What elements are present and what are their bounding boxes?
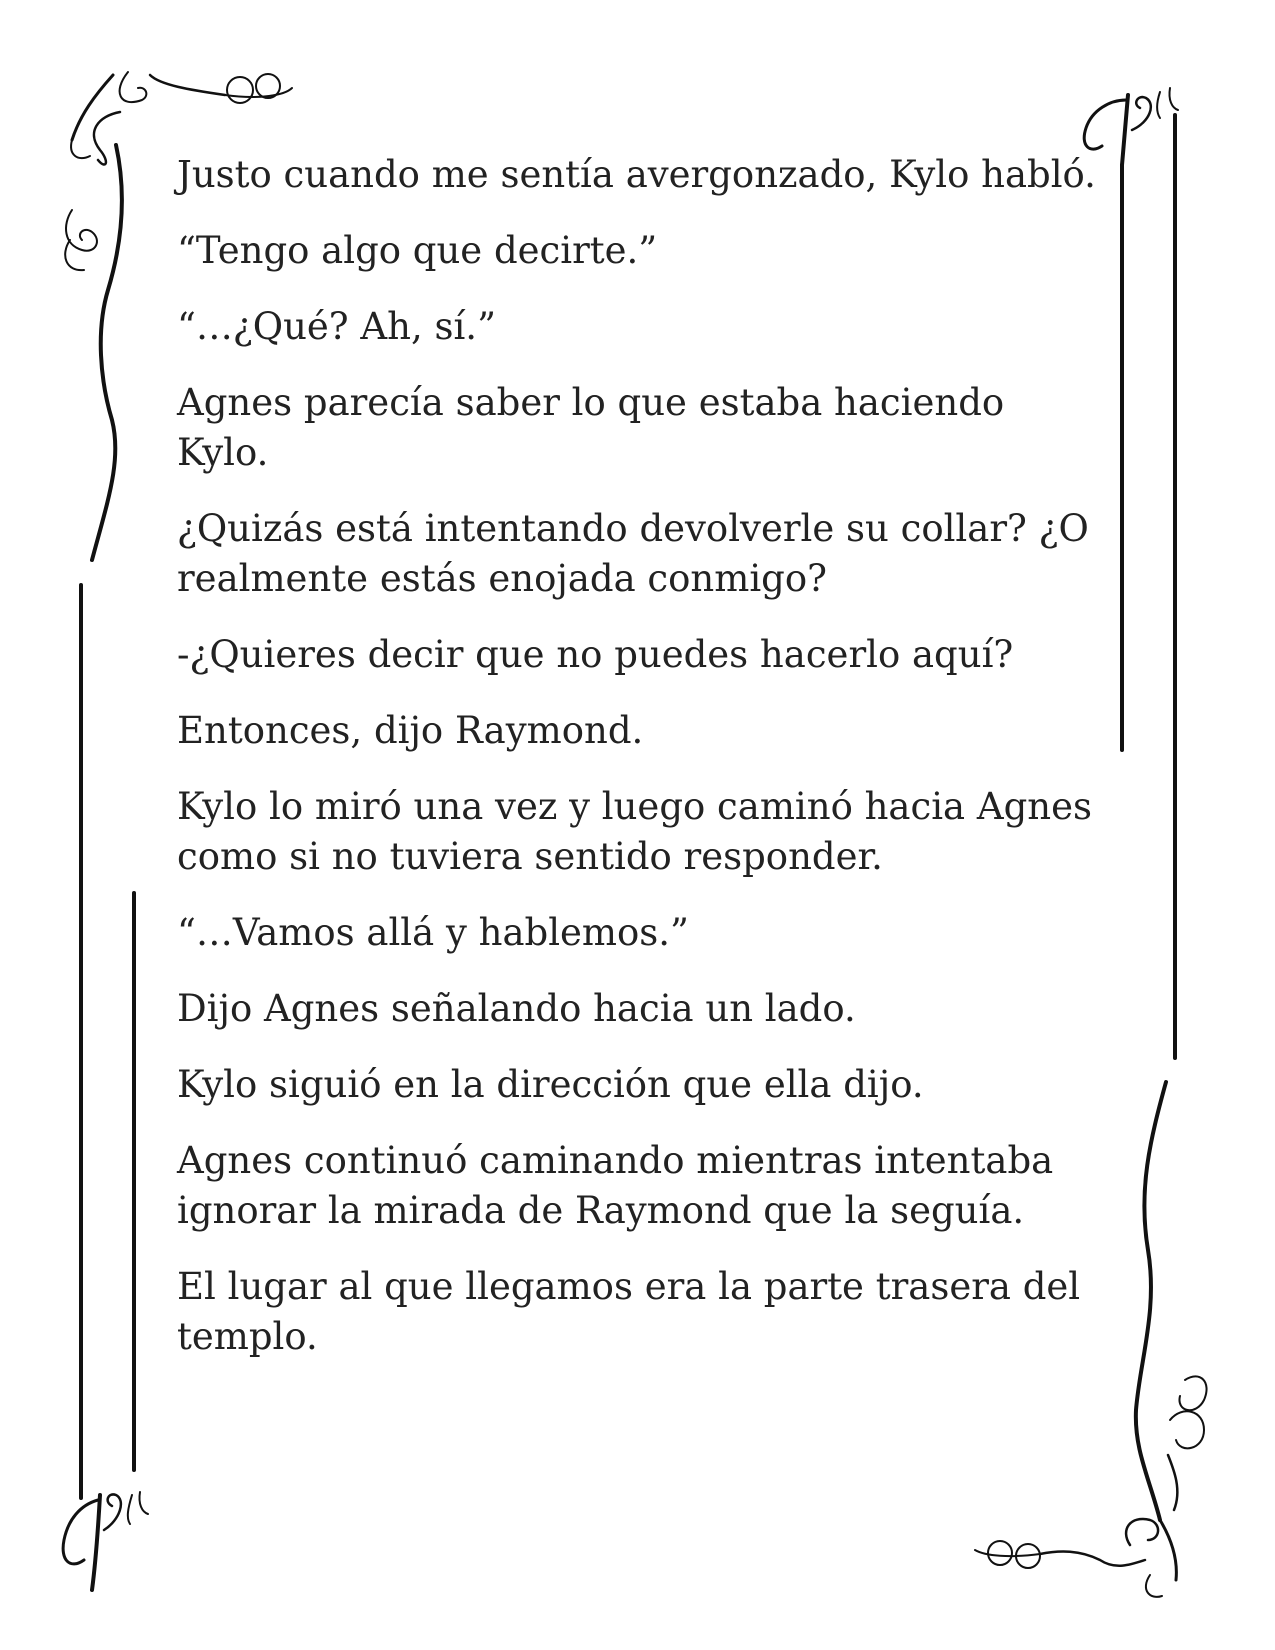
body-text	[177, 150, 1097, 1388]
paragraph: “…Vamos allá y hablemos.”	[177, 911, 689, 954]
paragraph: “Tengo algo que decirte.”	[177, 229, 658, 272]
paragraph: “…¿Qué? Ah, sí.”	[177, 305, 496, 348]
paragraph: Justo cuando me sentía avergonzado, Kylo habló.	[177, 153, 1096, 196]
paragraph: Agnes parecía saber lo que estaba haciendo Kylo.	[177, 381, 1005, 474]
paragraph: El lugar al que llegamos era la parte trasera del templo.	[177, 1265, 1081, 1358]
paragraph: Agnes continuó caminando mientras intentaba ignorar la mirada de Raymond que la seguía.	[177, 1139, 1054, 1232]
paragraph: -¿Quieres decir que no puedes hacerlo aquí?	[177, 633, 1014, 676]
paragraph: Dijo Agnes señalando hacia un lado.	[177, 987, 856, 1030]
paragraph: Entonces, dijo Raymond.	[177, 709, 644, 752]
paragraph: ¿Quizás está intentando devolverle su collar? ¿O realmente estás enojada conmigo?	[177, 507, 1089, 600]
bottom-left-flourish-icon	[63, 1492, 148, 1590]
top-right-flourish-icon	[1084, 88, 1178, 165]
paragraph: Kylo siguió en la dirección que ella dijo.	[177, 1063, 924, 1106]
paragraph: Kylo lo miró una vez y luego caminó hacia Agnes como si no tuviera sentido responder.	[177, 785, 1092, 878]
